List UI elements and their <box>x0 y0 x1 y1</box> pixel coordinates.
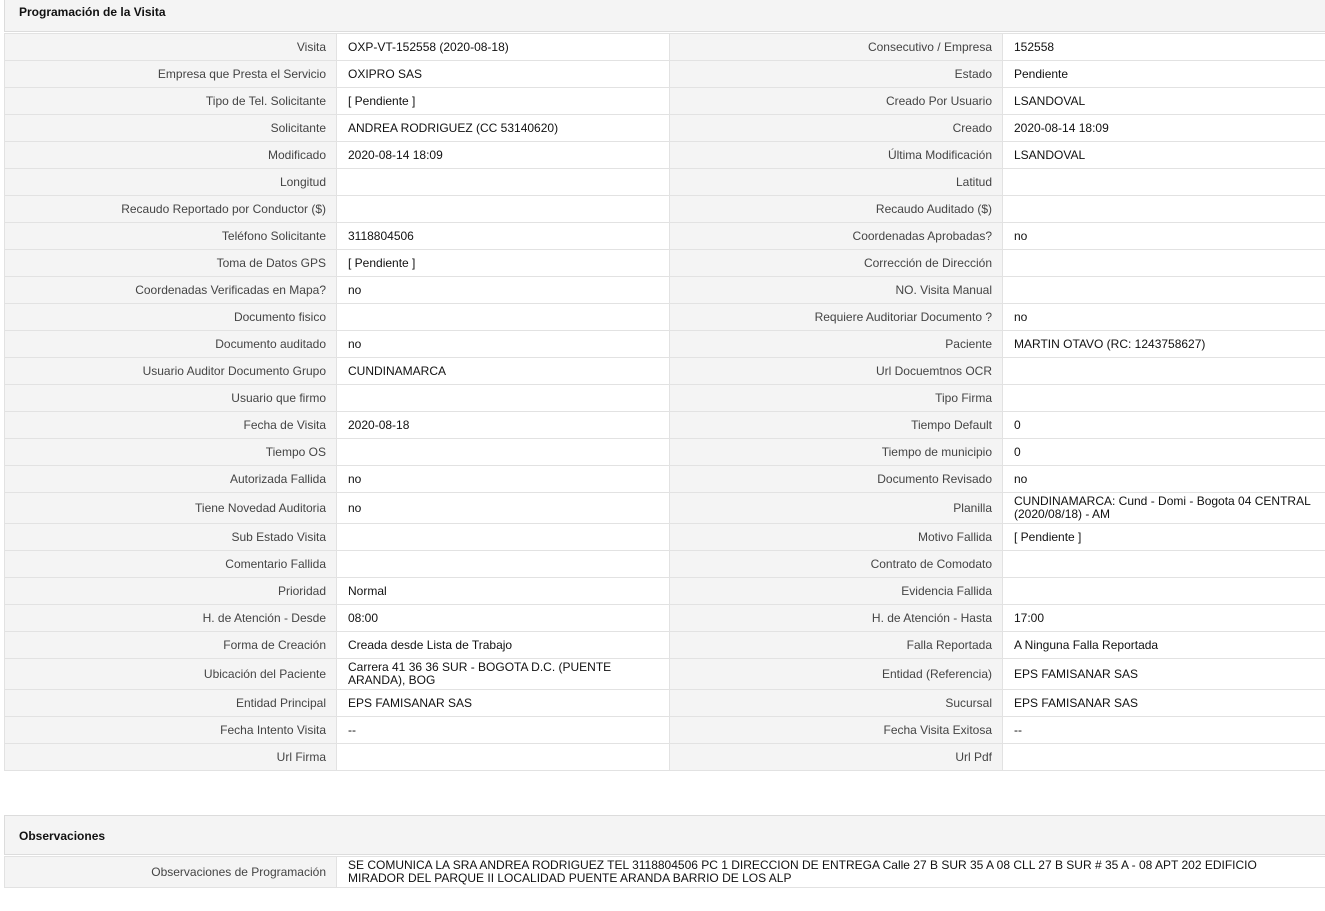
table-row <box>5 466 1325 493</box>
table-row <box>5 412 1325 439</box>
field-label: Tiene Novedad Auditoria <box>5 493 337 524</box>
field-value: CUNDINAMARCA: Cund - Domi - Bogota 04 CENTRAL (2020/08/18) - AM <box>1003 493 1325 524</box>
field-value: Creada desde Lista de Trabajo <box>337 632 670 659</box>
field-value: no <box>337 277 670 304</box>
field-label: Corrección de Dirección <box>670 250 1003 277</box>
field-value <box>337 304 670 331</box>
field-value: no <box>1003 466 1325 493</box>
field-label: Motivo Fallida <box>670 524 1003 551</box>
field-value: 0 <box>1003 412 1325 439</box>
field-label: H. de Atención - Hasta <box>670 605 1003 632</box>
field-label: Autorizada Fallida <box>5 466 337 493</box>
field-label: Sub Estado Visita <box>5 524 337 551</box>
field-value: 0 <box>1003 439 1325 466</box>
field-label: Entidad (Referencia) <box>670 659 1003 690</box>
field-label: Fecha de Visita <box>5 412 337 439</box>
field-value: LSANDOVAL <box>1003 88 1325 115</box>
field-label: Observaciones de Programación <box>5 857 337 888</box>
field-label: Url Docuemtnos OCR <box>670 358 1003 385</box>
field-value: SE COMUNICA LA SRA ANDREA RODRIGUEZ TEL 3118804506 PC 1 DIRECCION DE ENTREGA Calle 27 B SUR 35 A 08 CLL 27 B SUR # 35 A - 08 APT 202 EDIFICIO MIRADOR DEL PARQUE II LOCALIDAD PUENTE ARANDA BARRIO DE LOS ALP <box>337 857 1325 888</box>
field-value: 17:00 <box>1003 605 1325 632</box>
field-label: Solicitante <box>5 115 337 142</box>
field-value <box>337 385 670 412</box>
field-value: EPS FAMISANAR SAS <box>337 690 670 717</box>
table-row <box>5 744 1325 771</box>
section-header-programacion <box>4 0 1325 32</box>
table-row <box>5 34 1325 61</box>
field-label: Toma de Datos GPS <box>5 250 337 277</box>
field-value <box>1003 551 1325 578</box>
field-label: Teléfono Solicitante <box>5 223 337 250</box>
field-label: Usuario Auditor Documento Grupo <box>5 358 337 385</box>
field-label: Visita <box>5 34 337 61</box>
field-label: Coordenadas Aprobadas? <box>670 223 1003 250</box>
field-value <box>1003 385 1325 412</box>
field-label: Fecha Visita Exitosa <box>670 717 1003 744</box>
field-label: Tiempo Default <box>670 412 1003 439</box>
field-label: Contrato de Comodato <box>670 551 1003 578</box>
field-label: Prioridad <box>5 578 337 605</box>
table-row <box>5 717 1325 744</box>
field-label: Consecutivo / Empresa <box>670 34 1003 61</box>
field-value: no <box>1003 223 1325 250</box>
field-label: Comentario Fallida <box>5 551 337 578</box>
field-label: Latitud <box>670 169 1003 196</box>
table-row <box>5 115 1325 142</box>
table-row <box>5 857 1325 888</box>
field-label: Entidad Principal <box>5 690 337 717</box>
field-label: Ubicación del Paciente <box>5 659 337 690</box>
field-value: Normal <box>337 578 670 605</box>
field-value: no <box>337 493 670 524</box>
field-value: [ Pendiente ] <box>337 250 670 277</box>
field-label: Forma de Creación <box>5 632 337 659</box>
field-label: Última Modificación <box>670 142 1003 169</box>
table-row <box>5 61 1325 88</box>
table-row <box>5 605 1325 632</box>
field-label: H. de Atención - Desde <box>5 605 337 632</box>
field-label: Requiere Auditoriar Documento ? <box>670 304 1003 331</box>
field-value: [ Pendiente ] <box>1003 524 1325 551</box>
field-label: Url Pdf <box>670 744 1003 771</box>
field-value: MARTIN OTAVO (RC: 1243758627) <box>1003 331 1325 358</box>
table-row <box>5 277 1325 304</box>
field-value <box>337 169 670 196</box>
field-label: Documento auditado <box>5 331 337 358</box>
field-value: no <box>1003 304 1325 331</box>
field-label: Creado <box>670 115 1003 142</box>
field-label: Tipo de Tel. Solicitante <box>5 88 337 115</box>
table-row <box>5 632 1325 659</box>
field-value <box>337 744 670 771</box>
field-value: LSANDOVAL <box>1003 142 1325 169</box>
field-label: Paciente <box>670 331 1003 358</box>
visit-details-table <box>4 33 1325 771</box>
observations-table <box>4 856 1325 888</box>
field-value: no <box>337 466 670 493</box>
field-value <box>1003 169 1325 196</box>
field-value <box>337 439 670 466</box>
field-value <box>1003 578 1325 605</box>
table-row <box>5 88 1325 115</box>
field-label: NO. Visita Manual <box>670 277 1003 304</box>
field-value <box>337 524 670 551</box>
field-label: Planilla <box>670 493 1003 524</box>
field-value: OXP-VT-152558 (2020-08-18) <box>337 34 670 61</box>
field-value: 3118804506 <box>337 223 670 250</box>
table-row <box>5 358 1325 385</box>
table-row <box>5 551 1325 578</box>
table-row <box>5 223 1325 250</box>
field-value <box>1003 250 1325 277</box>
section-title: Observaciones <box>19 829 106 843</box>
section-title: Programación de la Visita <box>19 5 166 19</box>
field-value: -- <box>1003 717 1325 744</box>
field-label: Creado Por Usuario <box>670 88 1003 115</box>
field-label: Recaudo Reportado por Conductor ($) <box>5 196 337 223</box>
field-value: EPS FAMISANAR SAS <box>1003 690 1325 717</box>
field-label: Tiempo OS <box>5 439 337 466</box>
field-label: Recaudo Auditado ($) <box>670 196 1003 223</box>
field-value: [ Pendiente ] <box>337 88 670 115</box>
table-row <box>5 196 1325 223</box>
field-label: Sucursal <box>670 690 1003 717</box>
table-row <box>5 331 1325 358</box>
table-row <box>5 493 1325 524</box>
table-row <box>5 524 1325 551</box>
field-value <box>337 196 670 223</box>
field-label: Modificado <box>5 142 337 169</box>
field-label: Fecha Intento Visita <box>5 717 337 744</box>
field-label: Falla Reportada <box>670 632 1003 659</box>
field-label: Tipo Firma <box>670 385 1003 412</box>
field-value: no <box>337 331 670 358</box>
field-label: Url Firma <box>5 744 337 771</box>
table-row <box>5 304 1325 331</box>
field-label: Usuario que firmo <box>5 385 337 412</box>
table-row <box>5 169 1325 196</box>
field-label: Documento Revisado <box>670 466 1003 493</box>
field-value: CUNDINAMARCA <box>337 358 670 385</box>
field-value <box>1003 358 1325 385</box>
field-value <box>1003 277 1325 304</box>
field-label: Evidencia Fallida <box>670 578 1003 605</box>
table-row <box>5 690 1325 717</box>
section-header-observaciones <box>4 815 1325 855</box>
table-row <box>5 439 1325 466</box>
field-value: 2020-08-14 18:09 <box>1003 115 1325 142</box>
field-value: 08:00 <box>337 605 670 632</box>
field-value: Pendiente <box>1003 61 1325 88</box>
field-value <box>1003 196 1325 223</box>
field-value: OXIPRO SAS <box>337 61 670 88</box>
table-row <box>5 250 1325 277</box>
table-row <box>5 578 1325 605</box>
field-value: 2020-08-18 <box>337 412 670 439</box>
field-value: A Ninguna Falla Reportada <box>1003 632 1325 659</box>
field-label: Estado <box>670 61 1003 88</box>
field-value: EPS FAMISANAR SAS <box>1003 659 1325 690</box>
field-value <box>337 551 670 578</box>
field-value: 2020-08-14 18:09 <box>337 142 670 169</box>
field-value: -- <box>337 717 670 744</box>
field-value: ANDREA RODRIGUEZ (CC 53140620) <box>337 115 670 142</box>
table-row <box>5 385 1325 412</box>
field-value: 152558 <box>1003 34 1325 61</box>
table-row <box>5 142 1325 169</box>
field-label: Coordenadas Verificadas en Mapa? <box>5 277 337 304</box>
field-value: Carrera 41 36 36 SUR - BOGOTA D.C. (PUENTE ARANDA), BOG <box>337 659 670 690</box>
table-row <box>5 659 1325 690</box>
field-label: Empresa que Presta el Servicio <box>5 61 337 88</box>
field-label: Tiempo de municipio <box>670 439 1003 466</box>
field-label: Longitud <box>5 169 337 196</box>
field-value <box>1003 744 1325 771</box>
field-label: Documento fisico <box>5 304 337 331</box>
